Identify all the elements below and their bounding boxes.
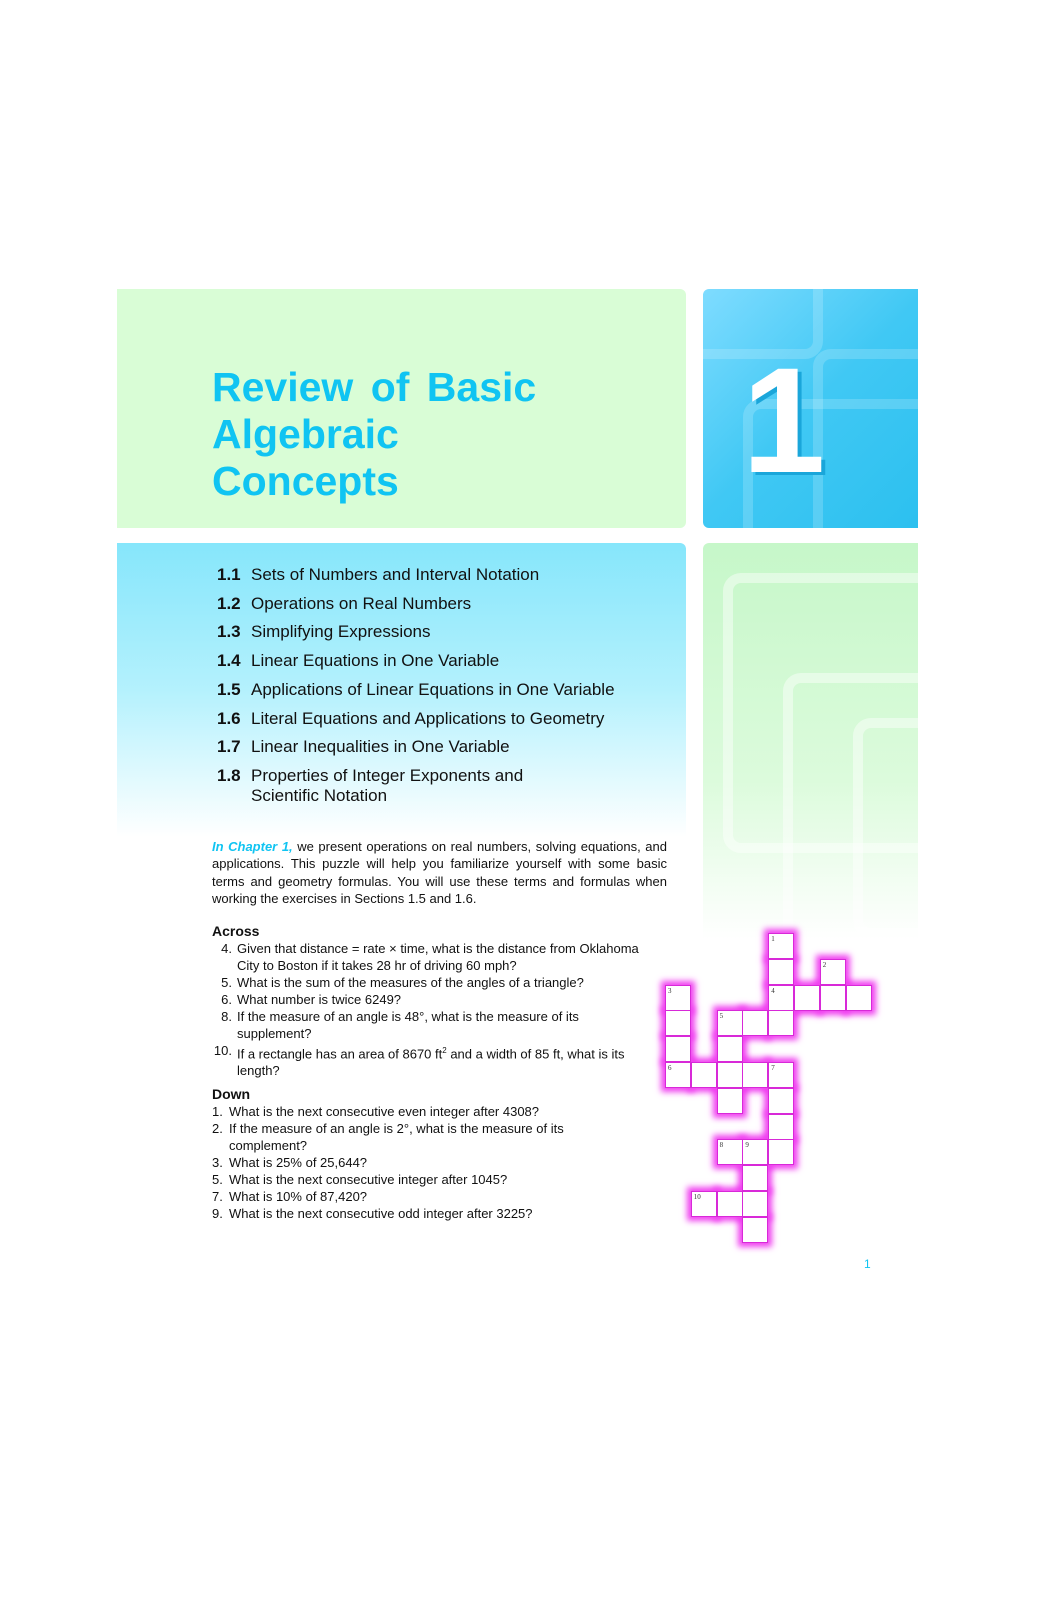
- crossword-cell-face: [768, 959, 794, 985]
- section-number: 1.7: [217, 737, 241, 757]
- section-title: Literal Equations and Applications to Geometry: [251, 708, 605, 728]
- crossword-cell-face: [742, 1139, 768, 1165]
- crossword-cell-face: [717, 1139, 743, 1165]
- crossword-cell-face: [768, 1062, 794, 1088]
- cell-number: 2: [822, 960, 827, 969]
- crossword-cell-face: [794, 985, 820, 1011]
- crossword-cell-face: [665, 1036, 691, 1062]
- intro-text: we present operations on real numbers, solving equations, and applications. This puzzle will help you familiarize yourself with some basic terms and geometry formulas. You will use these terms and formulas when working the exercises in Sections 1.5 and 1.6.: [212, 839, 667, 906]
- crossword-cell-face: [742, 1010, 768, 1036]
- across-clues: [212, 922, 642, 1222]
- clue-down-1: [212, 1103, 642, 1120]
- across-heading: Across: [212, 923, 260, 939]
- crossword-cell-face: [820, 985, 846, 1011]
- crossword-cell-face: [717, 1036, 743, 1062]
- clue-number: 4.: [221, 941, 232, 956]
- clue-number: 7.: [212, 1189, 223, 1205]
- crossword-cell-face: [768, 1114, 794, 1140]
- cell-number: 4: [771, 986, 775, 995]
- clue-text: If the measure of an angle is 2°, what is the measure of its complement?: [229, 1121, 564, 1154]
- crossword-cell-face: [768, 1010, 794, 1036]
- crossword-cell-face: [742, 1217, 768, 1243]
- section-title: Scientific Notation: [251, 785, 388, 805]
- clue-number: 5.: [212, 1172, 223, 1188]
- clue-number: 9.: [212, 1206, 223, 1222]
- cell-number: 1: [771, 935, 775, 943]
- crossword-cell-face: [665, 1010, 691, 1036]
- crossword-cell-face: [665, 985, 691, 1011]
- decorative-panel: [703, 543, 918, 939]
- cell-number: 3: [668, 986, 672, 995]
- crossword-cell-face: [691, 1062, 717, 1088]
- section-number: 1.4: [217, 651, 241, 671]
- clue-text: What is the next consecutive odd integer after 3225?: [229, 1206, 533, 1222]
- crossword-cell-face: [665, 1062, 691, 1088]
- section-number: 1.5: [217, 679, 241, 699]
- superscript: 2: [442, 1046, 447, 1055]
- clue-down-9: [212, 1205, 642, 1222]
- crossword-cell-face: [768, 933, 794, 959]
- section-title: Sets of Numbers and Interval Notation: [251, 565, 540, 584]
- section-title: Applications of Linear Equations in One Variable: [251, 679, 615, 699]
- intro-lead: In Chapter 1,: [212, 839, 293, 854]
- clue-across-5: [212, 974, 642, 991]
- clue-text: If a rectangle has an area of 8670 ft: [237, 1046, 443, 1062]
- crossword-cell-face: [846, 985, 872, 1011]
- clue-text: What is the next consecutive integer after 1045?: [229, 1172, 508, 1188]
- crossword-cell-face: [742, 1165, 768, 1191]
- clue-across-6: [212, 991, 642, 1008]
- clue-number: 3.: [212, 1155, 223, 1171]
- clue-text: If the measure of an angle is 48°, what is the measure of its supplement?: [237, 1009, 579, 1041]
- clue-number: 10.: [213, 1043, 232, 1058]
- section-number: 1.3: [217, 622, 241, 642]
- clue-text: What number is twice 6249?: [237, 992, 402, 1007]
- cell-number: 9: [745, 1141, 749, 1150]
- section-title: Simplifying Expressions: [251, 622, 431, 642]
- clue-down-3: [212, 1154, 642, 1171]
- clue-across-10: [212, 1042, 642, 1079]
- crossword-cell-face: [768, 985, 794, 1011]
- clue-text: What is 25% of 25,644?: [229, 1155, 368, 1171]
- crossword-cell-face: [691, 1191, 717, 1217]
- crossword-cell-face: [742, 1191, 768, 1217]
- page-number: 1: [864, 1257, 871, 1271]
- title-line: Algebraic: [212, 411, 399, 457]
- cell-number: 6: [668, 1064, 672, 1072]
- section-title: Operations on Real Numbers: [251, 593, 472, 613]
- crossword-cell-face: [768, 1139, 794, 1165]
- clue-number: 2.: [212, 1121, 223, 1137]
- clue-across-8: [212, 1008, 642, 1042]
- crossword-cell-face: [717, 1088, 743, 1114]
- clue-text: and a width of 85 ft, what is its length?: [237, 1046, 625, 1079]
- crossword-cell-face: [768, 1088, 794, 1114]
- crossword-cell-face: [742, 1062, 768, 1088]
- cell-number: 10: [693, 1193, 701, 1201]
- clue-down-7: [212, 1188, 642, 1205]
- clue-text: Given that distance = rate × time, what is the distance from Oklahoma City to Boston if it takes 28 hr of driving 60 mph?: [237, 941, 639, 973]
- section-number: 1.1: [217, 565, 241, 584]
- crossword-cell-face: [717, 1191, 743, 1217]
- title-line: Review of Basic: [212, 364, 537, 410]
- clue-down-2: [212, 1120, 642, 1154]
- clue-down-5: [212, 1171, 642, 1188]
- section-number: 1.6: [217, 708, 241, 728]
- clue-text: What is the sum of the measures of the angles of a triangle?: [237, 975, 584, 990]
- section-title: Properties of Integer Exponents and: [251, 765, 524, 785]
- chapter-title: [212, 364, 536, 505]
- clue-number: 1.: [212, 1104, 223, 1120]
- clue-number: 6.: [221, 992, 232, 1007]
- clue-across-4: [212, 940, 642, 974]
- clue-number: 8.: [221, 1009, 232, 1024]
- section-number: 1.8: [217, 765, 241, 785]
- cell-number: 8: [719, 1141, 724, 1150]
- crossword-cell-face: [717, 1010, 743, 1036]
- crossword-cell-face: [820, 959, 846, 985]
- cell-number: 7: [771, 1064, 775, 1072]
- section-title: Linear Equations in One Variable: [251, 651, 500, 671]
- cell-number: 5: [719, 1012, 724, 1021]
- section-title: Linear Inequalities in One Variable: [251, 737, 510, 757]
- clue-text: What is the next consecutive even integer after 4308?: [229, 1104, 540, 1120]
- title-line: Concepts: [212, 458, 399, 504]
- clue-number: 5.: [221, 975, 232, 990]
- clue-text: What is 10% of 87,420?: [229, 1189, 368, 1205]
- intro-paragraph: [212, 838, 667, 907]
- section-number: 1.2: [217, 593, 241, 613]
- crossword-cell-face: [717, 1062, 743, 1088]
- chapter-number: 1: [742, 336, 826, 504]
- down-heading: Down: [212, 1086, 251, 1103]
